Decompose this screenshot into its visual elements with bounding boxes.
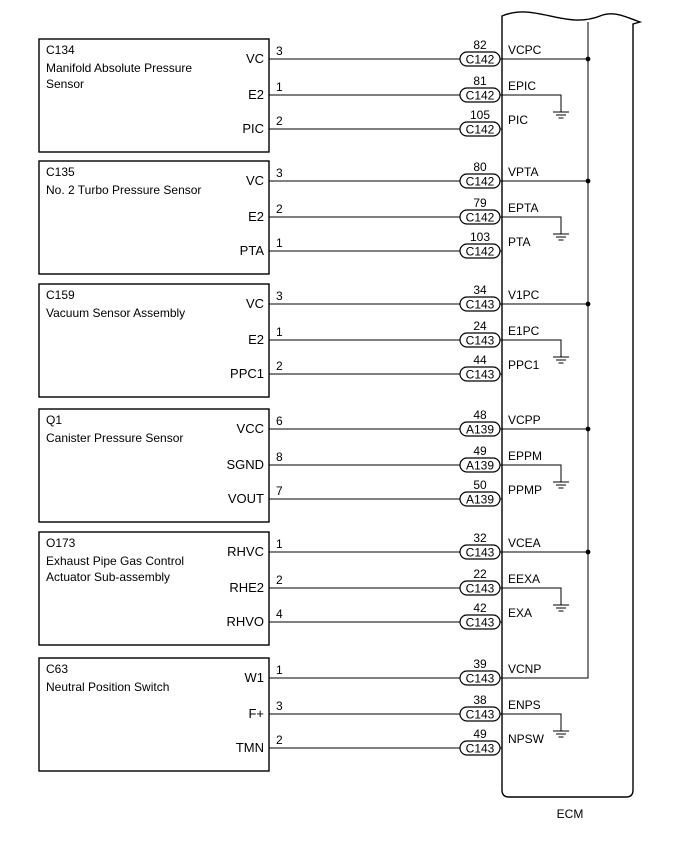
ecm-signal-label: EEXA bbox=[508, 572, 541, 586]
component-pin-name: VCC bbox=[236, 421, 264, 436]
ecm-signal-label: NPSW bbox=[508, 732, 544, 746]
ecm-signal-label: ENPS bbox=[508, 698, 541, 712]
component-pin-name: F+ bbox=[248, 706, 264, 721]
connector-id: C143 bbox=[465, 615, 495, 630]
connector-id: C142 bbox=[465, 210, 495, 225]
connector-id: C143 bbox=[465, 707, 495, 722]
connector-id: C143 bbox=[465, 581, 495, 596]
ecm-signal-label: EPPM bbox=[508, 449, 543, 463]
ecm-signal-label: PTA bbox=[508, 235, 531, 249]
component-pin-name: VC bbox=[245, 296, 264, 311]
ecm-pin-number: 50 bbox=[473, 478, 487, 492]
component-pin-name: PTA bbox=[239, 243, 264, 258]
connector-id: C143 bbox=[465, 741, 495, 756]
connector-id: C142 bbox=[465, 174, 495, 189]
ecm-pin-number: 44 bbox=[473, 353, 487, 367]
ecm-signal-label: EPTA bbox=[508, 201, 539, 215]
component-pin-name: PIC bbox=[242, 121, 264, 136]
component-pin-name: TMN bbox=[235, 740, 264, 755]
ecm-pin-number: 24 bbox=[473, 319, 487, 333]
connector-id: C143 bbox=[465, 367, 495, 382]
component-pin-number: 3 bbox=[276, 699, 283, 713]
component-pin-number: 7 bbox=[276, 484, 283, 498]
component-box-c63 bbox=[39, 658, 269, 771]
connector-id: C143 bbox=[465, 671, 495, 686]
component-pin-number: 2 bbox=[276, 202, 283, 216]
ecm-signal-label: PPMP bbox=[508, 483, 543, 497]
component-pin-name: E2 bbox=[248, 209, 264, 224]
connector-id: A139 bbox=[465, 422, 495, 437]
connector-id: C142 bbox=[465, 52, 495, 67]
component-pin-number: 2 bbox=[276, 114, 283, 128]
component-name: Neutral Position Switch bbox=[46, 680, 170, 694]
ecm-pin-number: 105 bbox=[469, 108, 491, 122]
component-pin-name: PPC1 bbox=[230, 366, 264, 381]
connector-id: C142 bbox=[465, 88, 495, 103]
component-pin-name: VOUT bbox=[227, 491, 264, 506]
connector-id: A139 bbox=[465, 492, 495, 507]
ecm-signal-label: VPTA bbox=[508, 165, 539, 179]
component-pin-name: VC bbox=[245, 173, 264, 188]
ecm-pin-number: 34 bbox=[473, 283, 487, 297]
component-pin-number: 3 bbox=[276, 289, 283, 303]
component-code: C135 bbox=[46, 165, 75, 179]
ecm-signal-label: PPC1 bbox=[508, 358, 540, 372]
ecm-pin-number: 103 bbox=[469, 230, 491, 244]
component-pin-name: E2 bbox=[248, 87, 264, 102]
component-pin-number: 8 bbox=[276, 450, 283, 464]
ecm-pin-number: 81 bbox=[473, 74, 487, 88]
ecm-pin-number: 38 bbox=[473, 693, 487, 707]
connector-id: C143 bbox=[465, 545, 495, 560]
ecm-pin-number: 42 bbox=[473, 601, 487, 615]
component-pin-name: W1 bbox=[244, 670, 264, 685]
ecm-pin-number: 32 bbox=[473, 531, 487, 545]
component-name: Manifold Absolute Pressure bbox=[46, 61, 193, 75]
component-pin-number: 1 bbox=[276, 537, 283, 551]
ecm-pin-number: 79 bbox=[473, 196, 487, 210]
component-pin-number: 6 bbox=[276, 414, 283, 428]
connector-id: C143 bbox=[465, 333, 495, 348]
component-code: C134 bbox=[46, 43, 75, 57]
ecm-label: ECM bbox=[556, 807, 584, 821]
component-name: No. 2 Turbo Pressure Sensor bbox=[46, 183, 202, 197]
ecm-pin-number: 82 bbox=[473, 38, 487, 52]
ecm-signal-label: VCEA bbox=[508, 536, 541, 550]
component-code: C63 bbox=[46, 662, 69, 676]
ecm-signal-label: E1PC bbox=[508, 324, 540, 338]
component-pin-number: 1 bbox=[276, 236, 283, 250]
component-pin-number: 4 bbox=[276, 607, 283, 621]
component-name: Actuator Sub-assembly bbox=[46, 570, 171, 584]
component-pin-name: VC bbox=[245, 51, 264, 66]
ecm-signal-label: V1PC bbox=[508, 288, 540, 302]
connector-id: C143 bbox=[465, 297, 495, 312]
component-code: C159 bbox=[46, 288, 75, 302]
ecm-signal-label: VCNP bbox=[508, 662, 542, 676]
component-pin-number: 1 bbox=[276, 80, 283, 94]
component-pin-number: 2 bbox=[276, 359, 283, 373]
component-pin-name: RHVO bbox=[226, 614, 264, 629]
component-pin-name: E2 bbox=[248, 332, 264, 347]
ecm-pin-number: 80 bbox=[473, 160, 487, 174]
connector-id: C142 bbox=[465, 122, 495, 137]
component-pin-number: 3 bbox=[276, 166, 283, 180]
component-name: Exhaust Pipe Gas Control bbox=[46, 554, 185, 568]
ecm-pin-number: 48 bbox=[473, 408, 487, 422]
ecm-outline bbox=[502, 12, 640, 797]
ecm-signal-label: VCPC bbox=[508, 43, 542, 57]
component-name: Sensor bbox=[46, 77, 85, 91]
component-pin-name: RHE2 bbox=[229, 580, 264, 595]
component-name: Canister Pressure Sensor bbox=[46, 431, 184, 445]
ecm-signal-label: EXA bbox=[508, 606, 533, 620]
component-code: Q1 bbox=[46, 413, 63, 427]
ecm-pin-number: 49 bbox=[473, 444, 487, 458]
ecm-signal-label: EPIC bbox=[508, 79, 537, 93]
connector-id: C142 bbox=[465, 244, 495, 259]
component-pin-number: 3 bbox=[276, 44, 283, 58]
component-pin-number: 2 bbox=[276, 733, 283, 747]
component-name: Vacuum Sensor Assembly bbox=[46, 306, 186, 320]
component-pin-number: 1 bbox=[276, 663, 283, 677]
component-pin-name: SGND bbox=[226, 457, 264, 472]
component-pin-number: 2 bbox=[276, 573, 283, 587]
ecm-pin-number: 49 bbox=[473, 727, 487, 741]
ecm-pin-number: 39 bbox=[473, 657, 487, 671]
ecm-signal-label: VCPP bbox=[508, 413, 541, 427]
component-pin-number: 1 bbox=[276, 325, 283, 339]
component-code: O173 bbox=[46, 536, 76, 550]
component-pin-name: RHVC bbox=[227, 544, 264, 559]
ecm-signal-label: PIC bbox=[508, 113, 529, 127]
connector-id: A139 bbox=[465, 458, 495, 473]
ecm-pin-number: 22 bbox=[473, 567, 487, 581]
